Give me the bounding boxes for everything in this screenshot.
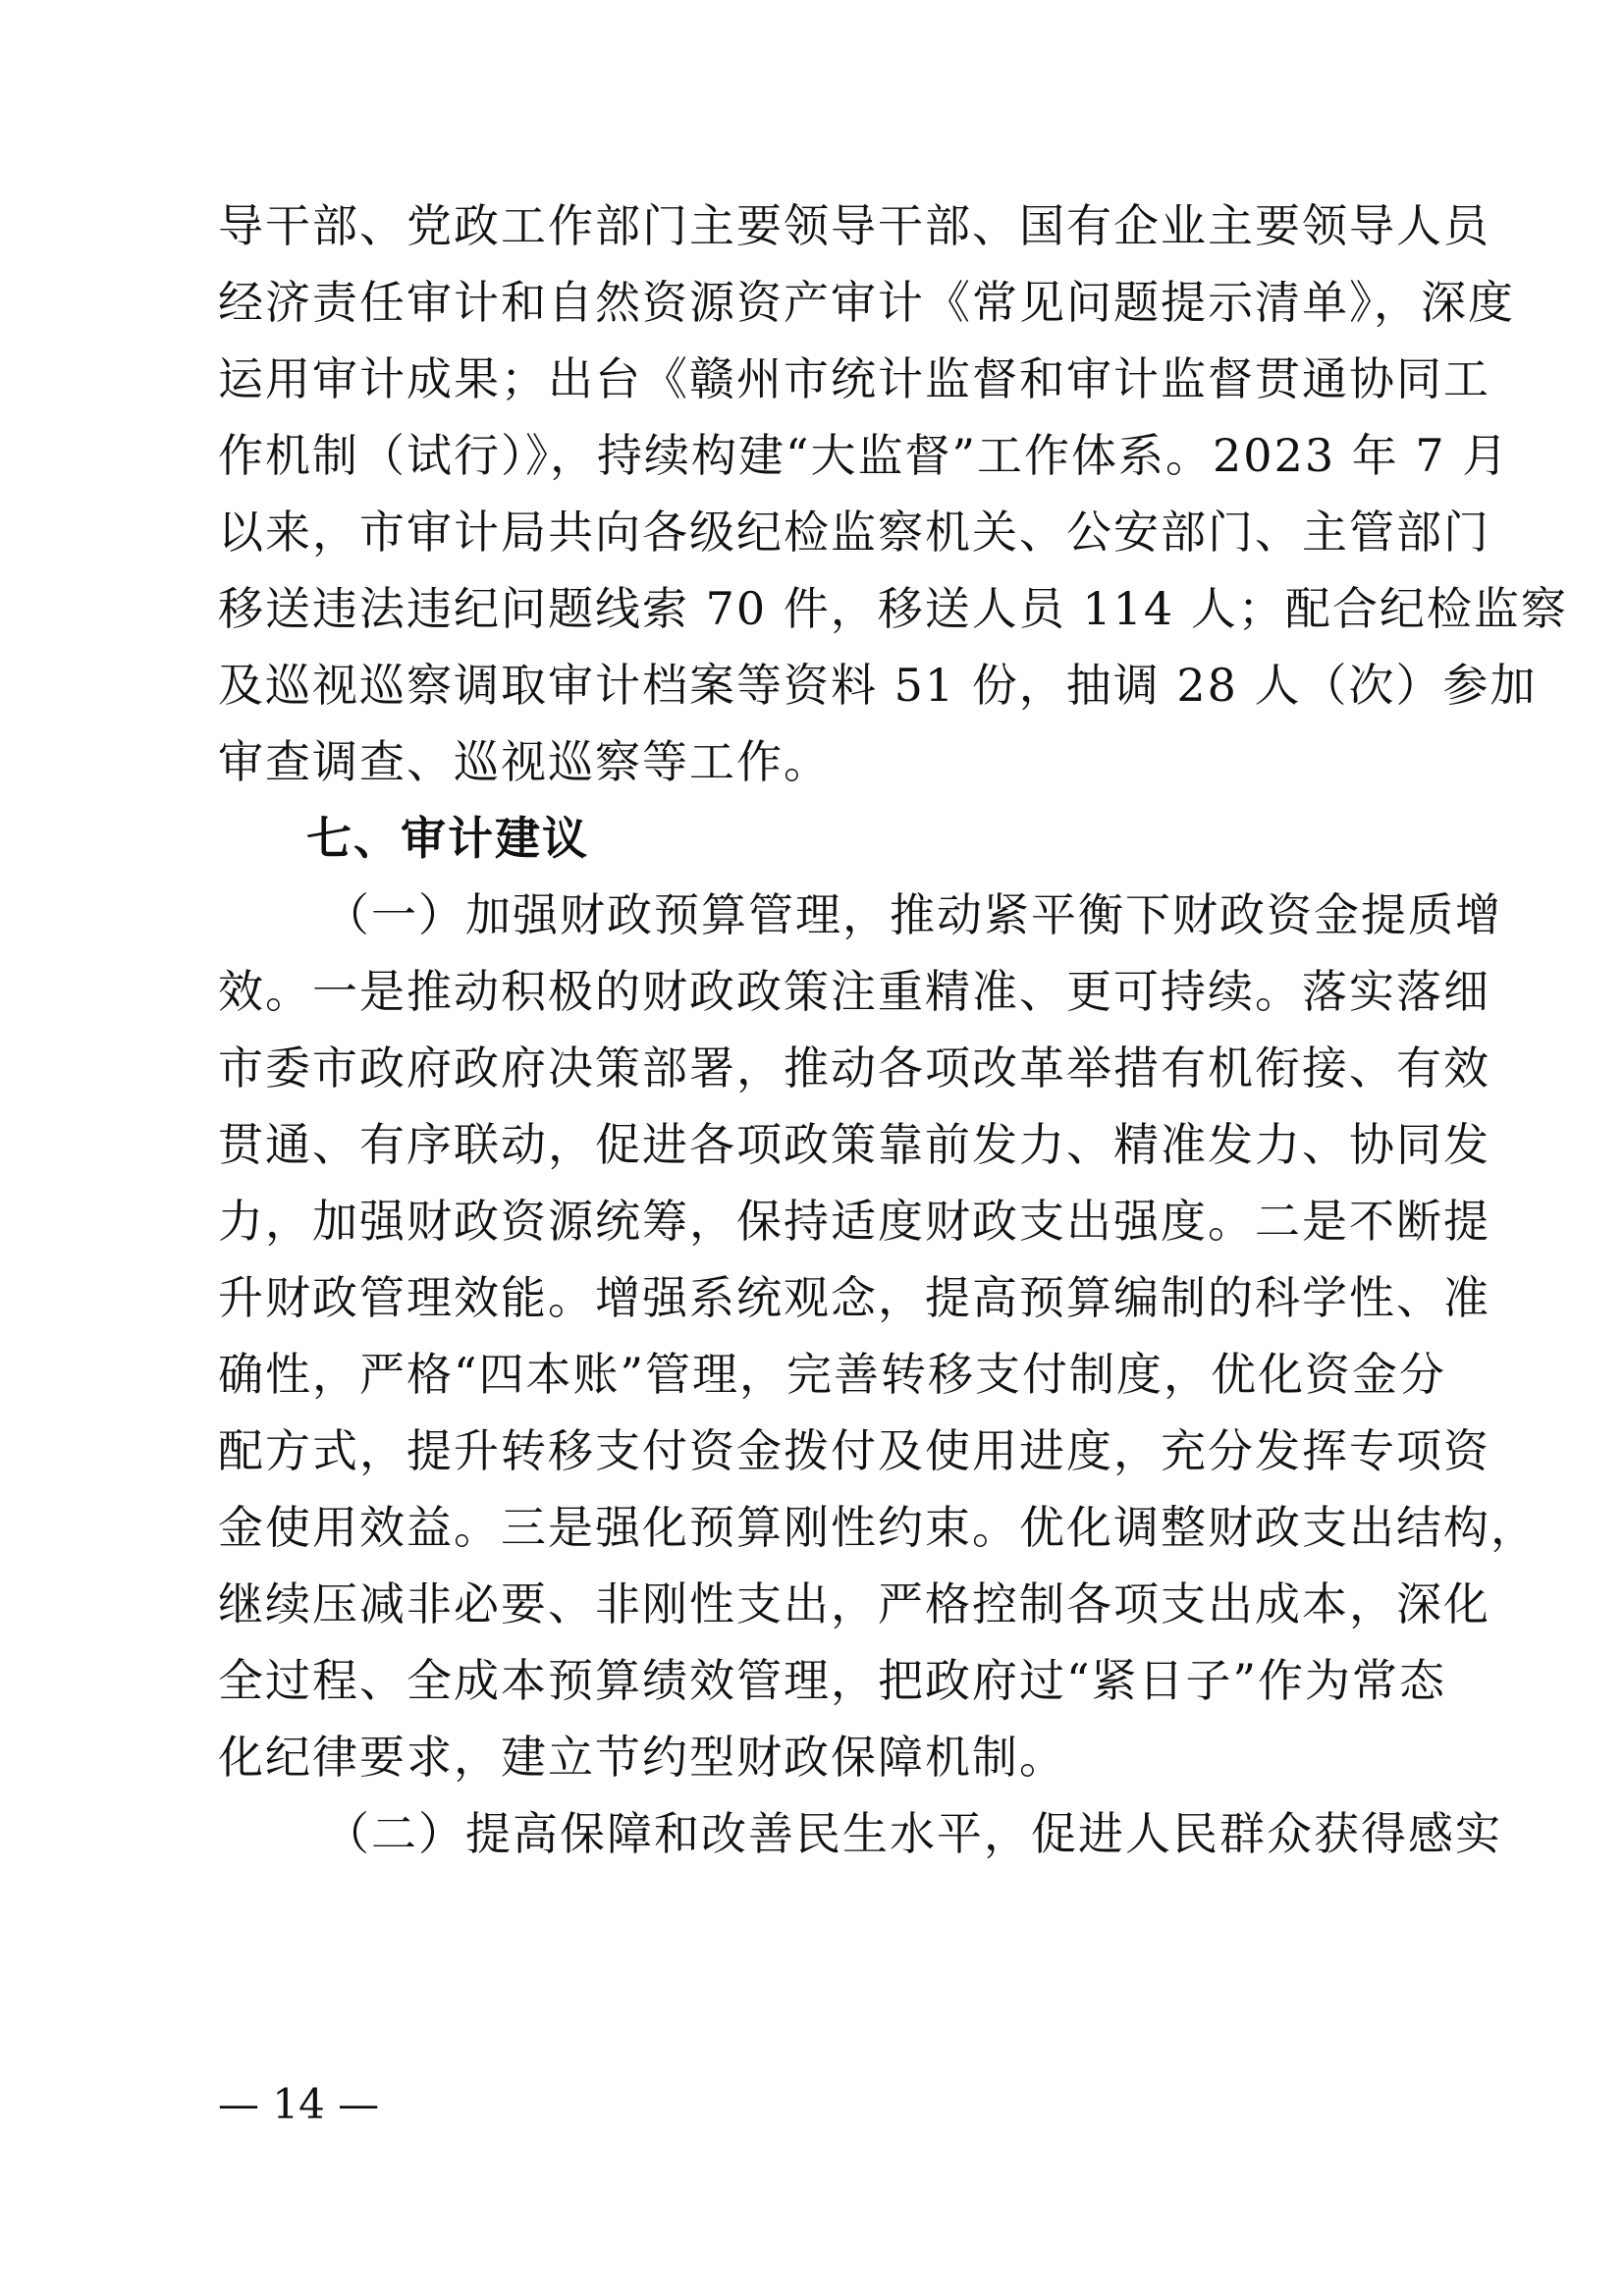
body-line-15: 配方式，提升转移支付资金拨付及使用进度，充分发挥专项资 [218,1424,1490,1477]
body-line-13: 升财政管理效能。增强系统观念，提高预算编制的科学性、准 [218,1271,1490,1324]
body-line-5: 以来，市审计局共向各级纪检监察机关、公安部门、主管部门 [218,506,1490,559]
body-line-1: 导干部、党政工作部门主要领导干部、国有企业主要领导人员 [218,199,1490,252]
body-line-7: 及巡视巡察调取审计档案等资料 51 份，抽调 28 人（次）参加 [218,659,1538,712]
body-line-18: 全过程、全成本预算绩效管理，把政府过“紧日子”作为常态 [218,1654,1447,1707]
body-line-2: 经济责任审计和自然资源资产审计《常见问题提示清单》，深度 [218,276,1515,329]
subsection-heading-1: （一）加强财政预算管理，推动紧平衡下财政资金提质增 [324,888,1502,941]
body-line-3: 运用审计成果；出台《赣州市统计监督和审计监督贯通协同工 [218,352,1490,405]
body-line-10: 市委市政府政府决策部署，推动各项改革举措有机衔接、有效 [218,1041,1490,1095]
subsection-heading-2: （二）提高保障和改善民生水平，促进人民群众获得感实 [324,1807,1502,1860]
body-line-9: 效。一是推动积极的财政政策注重精准、更可持续。落实落细 [218,965,1490,1018]
body-line-4: 作机制（试行）》，持续构建“大监督”工作体系。2023 年 7 月 [218,429,1510,482]
body-line-11: 贯通、有序联动，促进各项政策靠前发力、精准发力、协同发 [218,1118,1490,1171]
body-line-16: 金使用效益。三是强化预算刚性约束。优化调整财政支出结构， [218,1501,1538,1554]
section-heading: 七、审计建议 [306,812,589,865]
page-number: — 14 — [218,2080,380,2128]
body-line-19: 化纪律要求，建立节约型财政保障机制。 [218,1731,1066,1784]
body-line-12: 力，加强财政资源统筹，保持适度财政支出强度。二是不断提 [218,1195,1490,1248]
body-line-6: 移送违法违纪问题线索 70 件，移送人员 114 人；配合纪检监察 [218,582,1568,635]
body-line-8: 审查调查、巡视巡察等工作。 [218,735,831,788]
body-line-14: 确性，严格“四本账”管理，完善转移支付制度，优化资金分 [218,1348,1447,1401]
body-line-17: 继续压减非必要、非刚性支出，严格控制各项支出成本，深化 [218,1577,1490,1630]
